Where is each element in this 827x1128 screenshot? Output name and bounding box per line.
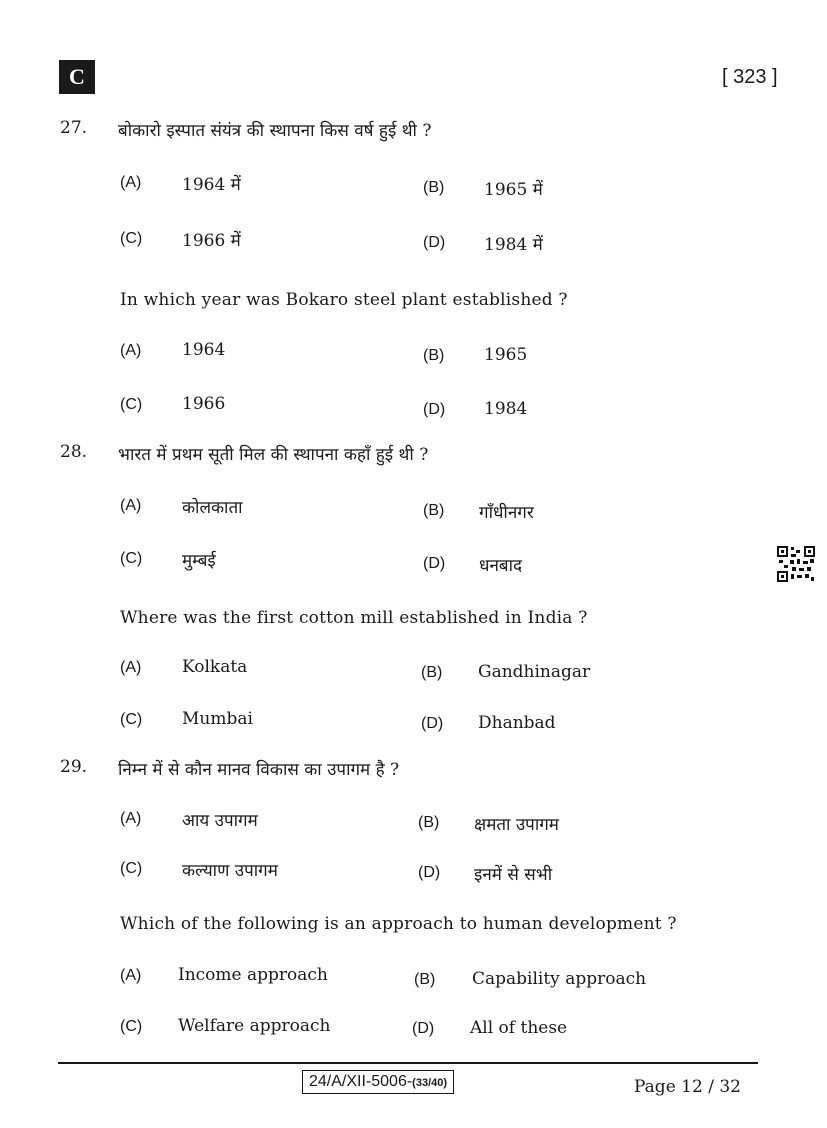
option-key: (B) [423, 179, 445, 196]
option-text: All of these [470, 1018, 568, 1038]
option-text: Mumbai [182, 709, 253, 729]
question-english: In which year was Bokaro steel plant established ? [120, 290, 568, 310]
option-text: Dhanbad [478, 713, 556, 733]
option-key: (A) [120, 659, 142, 676]
option-text: क्षमता उपागम [474, 815, 559, 835]
option-key: (C) [120, 711, 143, 728]
option-key: (D) [423, 234, 446, 251]
set-badge: C [59, 60, 95, 94]
option-text: गाँधीनगर [479, 503, 534, 523]
page-number: Page 12 / 32 [634, 1077, 741, 1097]
qr-code-icon [777, 546, 815, 582]
option-key: (B) [418, 814, 440, 831]
option-text: Kolkata [182, 657, 248, 677]
option-key: (D) [423, 555, 446, 572]
option-key: (C) [120, 230, 143, 247]
option-text: Gandhinagar [478, 662, 591, 682]
option-key: (D) [421, 715, 444, 732]
option-key: (B) [421, 664, 443, 681]
option-key: (C) [120, 550, 143, 567]
option-key: (B) [423, 502, 445, 519]
option-text: कल्याण उपागम [182, 861, 278, 881]
option-key: (B) [423, 347, 445, 364]
option-text: कोलकाता [182, 498, 243, 518]
question-english: Where was the first cotton mill established in India ? [120, 608, 588, 628]
question-hindi: भारत में प्रथम सूती मिल की स्थापना कहाँ हुई थी ? [118, 445, 429, 465]
question-number: 29. [60, 757, 88, 777]
option-text: इनमें से सभी [474, 865, 553, 885]
option-text: Capability approach [472, 969, 647, 989]
option-text: 1965 [484, 345, 528, 365]
option-text: 1984 में [484, 235, 543, 255]
question-english: Which of the following is an approach to human development ? [120, 914, 677, 934]
option-key: (A) [120, 497, 142, 514]
option-text: आय उपागम [182, 811, 258, 831]
option-key: (C) [120, 860, 143, 877]
page-code: [ 323 ] [722, 66, 778, 88]
option-key: (A) [120, 967, 142, 984]
option-key: (C) [120, 396, 143, 413]
paper-code [302, 1070, 454, 1094]
option-text: धनबाद [479, 556, 523, 576]
option-text: मुम्बई [182, 551, 216, 571]
option-key: (D) [423, 401, 446, 418]
option-text: 1966 में [182, 231, 241, 251]
option-text: 1984 [484, 399, 528, 419]
question-hindi: बोकारो इस्पात संयंत्र की स्थापना किस वर्ष हुई थी ? [118, 121, 432, 141]
footer-divider [58, 1062, 758, 1064]
option-key: (A) [120, 810, 142, 827]
option-key: (D) [412, 1020, 435, 1037]
option-text: 1964 में [182, 175, 241, 195]
question-number: 27. [60, 118, 88, 138]
option-text: Welfare approach [178, 1016, 331, 1036]
option-text: 1964 [182, 340, 226, 360]
option-key: (C) [120, 1018, 143, 1035]
option-text: 1965 में [484, 180, 543, 200]
question-hindi: निम्न में से कौन मानव विकास का उपागम है ? [118, 760, 400, 780]
option-text: 1966 [182, 394, 226, 414]
option-key: (A) [120, 342, 142, 359]
option-key: (A) [120, 174, 142, 191]
option-key: (B) [414, 971, 436, 988]
paper-code-suffix: (33/40) [412, 1077, 448, 1089]
option-key: (D) [418, 864, 441, 881]
question-number: 28. [60, 442, 88, 462]
paper-code-main: 24/A/XII-5006- [309, 1073, 413, 1090]
option-text: Income approach [178, 965, 328, 985]
